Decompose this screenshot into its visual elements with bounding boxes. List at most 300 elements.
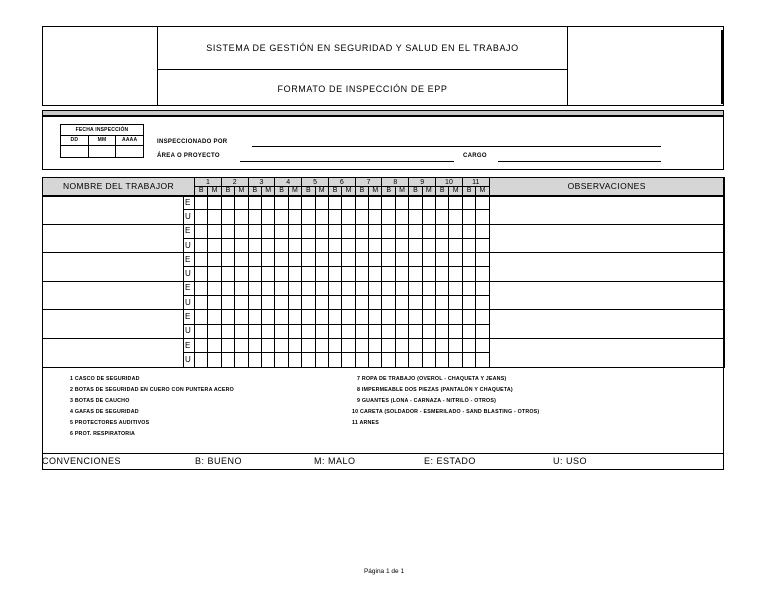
observations-header: OBSERVACIONES (489, 178, 724, 196)
check-cell[interactable] (476, 210, 489, 224)
check-cell[interactable] (476, 338, 489, 352)
check-cell[interactable] (462, 238, 475, 252)
check-cell[interactable] (288, 210, 301, 224)
check-cell[interactable] (288, 238, 301, 252)
check-cell[interactable] (248, 324, 261, 338)
check-cell[interactable] (315, 210, 328, 224)
check-cell[interactable] (195, 196, 208, 210)
check-cell[interactable] (288, 353, 301, 367)
check-cell[interactable] (221, 281, 234, 295)
check-cell[interactable] (449, 296, 462, 310)
check-cell[interactable] (275, 238, 288, 252)
check-cell[interactable] (382, 324, 395, 338)
check-cell[interactable] (195, 281, 208, 295)
check-cell[interactable] (328, 338, 341, 352)
check-cell[interactable] (382, 281, 395, 295)
check-cell[interactable] (261, 310, 274, 324)
check-cell[interactable] (261, 253, 274, 267)
check-cell[interactable] (476, 196, 489, 210)
check-cell[interactable] (235, 210, 248, 224)
check-cell[interactable] (355, 196, 368, 210)
check-cell[interactable] (221, 310, 234, 324)
check-cell[interactable] (275, 210, 288, 224)
check-cell[interactable] (449, 338, 462, 352)
check-cell[interactable] (462, 296, 475, 310)
check-cell[interactable] (221, 353, 234, 367)
check-cell[interactable] (235, 296, 248, 310)
worker-name-cell[interactable] (43, 338, 184, 367)
malo-col-header: M (208, 187, 221, 196)
check-cell[interactable] (248, 210, 261, 224)
check-cell[interactable] (342, 338, 355, 352)
check-cell[interactable] (462, 338, 475, 352)
check-cell[interactable] (476, 281, 489, 295)
check-cell[interactable] (395, 324, 408, 338)
header-divider-middle (157, 69, 567, 70)
check-cell[interactable] (195, 210, 208, 224)
check-cell[interactable] (422, 353, 435, 367)
check-cell[interactable] (302, 324, 315, 338)
check-cell[interactable] (422, 310, 435, 324)
check-cell[interactable] (476, 267, 489, 281)
check-cell[interactable] (261, 281, 274, 295)
check-cell[interactable] (221, 267, 234, 281)
check-cell[interactable] (315, 310, 328, 324)
check-cell[interactable] (355, 310, 368, 324)
check-cell[interactable] (208, 281, 221, 295)
item-2: 2 BOTAS DE SEGURIDAD EN CUERO CON PUNTERA ACERO (70, 387, 235, 393)
check-cell[interactable] (476, 224, 489, 238)
check-cell[interactable] (302, 224, 315, 238)
check-cell[interactable] (476, 353, 489, 367)
check-cell[interactable] (369, 353, 382, 367)
check-cell[interactable] (261, 210, 274, 224)
check-cell[interactable] (342, 324, 355, 338)
check-cell[interactable] (382, 353, 395, 367)
check-cell[interactable] (248, 310, 261, 324)
check-cell[interactable] (288, 296, 301, 310)
item-number-8: 8 (382, 178, 409, 187)
check-cell[interactable] (275, 281, 288, 295)
check-cell[interactable] (382, 238, 395, 252)
check-cell[interactable] (382, 338, 395, 352)
check-cell[interactable] (369, 338, 382, 352)
check-cell[interactable] (422, 224, 435, 238)
check-cell[interactable] (355, 296, 368, 310)
check-cell[interactable] (422, 267, 435, 281)
observations-cell[interactable] (489, 224, 724, 253)
check-cell[interactable] (261, 196, 274, 210)
check-cell[interactable] (436, 210, 449, 224)
check-cell[interactable] (395, 267, 408, 281)
observations-cell[interactable] (489, 310, 724, 339)
check-cell[interactable] (462, 253, 475, 267)
check-cell[interactable] (462, 324, 475, 338)
check-cell[interactable] (476, 253, 489, 267)
check-cell[interactable] (288, 281, 301, 295)
check-cell[interactable] (261, 238, 274, 252)
check-cell[interactable] (355, 353, 368, 367)
bueno-col-header: B (275, 187, 288, 196)
check-cell[interactable] (436, 338, 449, 352)
check-cell[interactable] (436, 353, 449, 367)
check-cell[interactable] (315, 238, 328, 252)
check-cell[interactable] (409, 324, 422, 338)
check-cell[interactable] (328, 267, 341, 281)
check-cell[interactable] (436, 224, 449, 238)
check-cell[interactable] (328, 310, 341, 324)
check-cell[interactable] (449, 253, 462, 267)
check-cell[interactable] (195, 296, 208, 310)
check-cell[interactable] (248, 281, 261, 295)
check-cell[interactable] (462, 224, 475, 238)
check-cell[interactable] (275, 196, 288, 210)
check-cell[interactable] (235, 238, 248, 252)
check-cell[interactable] (328, 296, 341, 310)
check-cell[interactable] (369, 224, 382, 238)
check-cell[interactable] (208, 310, 221, 324)
check-cell[interactable] (462, 281, 475, 295)
check-cell[interactable] (315, 196, 328, 210)
fecha-label: FECHA INSPECCIÓN (61, 125, 144, 136)
check-cell[interactable] (409, 267, 422, 281)
check-cell[interactable] (315, 253, 328, 267)
check-cell[interactable] (355, 253, 368, 267)
check-cell[interactable] (195, 338, 208, 352)
aaaa-field[interactable] (116, 146, 144, 158)
check-cell[interactable] (436, 253, 449, 267)
check-cell[interactable] (462, 210, 475, 224)
check-cell[interactable] (195, 253, 208, 267)
check-cell[interactable] (235, 267, 248, 281)
check-cell[interactable] (315, 281, 328, 295)
check-cell[interactable] (355, 338, 368, 352)
check-cell[interactable] (449, 196, 462, 210)
check-cell[interactable] (195, 267, 208, 281)
check-cell[interactable] (235, 196, 248, 210)
worker-name-cell[interactable] (43, 196, 184, 225)
check-cell[interactable] (221, 196, 234, 210)
observations-cell[interactable] (489, 196, 724, 225)
check-cell[interactable] (395, 224, 408, 238)
check-cell[interactable] (208, 210, 221, 224)
check-cell[interactable] (261, 324, 274, 338)
check-cell[interactable] (382, 224, 395, 238)
observations-cell[interactable] (489, 281, 724, 310)
check-cell[interactable] (449, 224, 462, 238)
check-cell[interactable] (235, 224, 248, 238)
check-cell[interactable] (221, 210, 234, 224)
check-cell[interactable] (449, 310, 462, 324)
check-cell[interactable] (261, 224, 274, 238)
check-cell[interactable] (449, 353, 462, 367)
check-cell[interactable] (275, 324, 288, 338)
check-cell[interactable] (355, 324, 368, 338)
check-cell[interactable] (275, 296, 288, 310)
check-cell[interactable] (395, 310, 408, 324)
check-cell[interactable] (369, 324, 382, 338)
check-cell[interactable] (409, 253, 422, 267)
check-cell[interactable] (409, 238, 422, 252)
check-cell[interactable] (315, 338, 328, 352)
mm-field[interactable] (88, 146, 116, 158)
item-8: 8 IMPERMEABLE DOS PIEZAS (PANTALÓN Y CHAQUETA) (357, 387, 513, 393)
check-cell[interactable] (288, 310, 301, 324)
check-cell[interactable] (195, 224, 208, 238)
check-cell[interactable] (369, 210, 382, 224)
check-cell[interactable] (395, 353, 408, 367)
check-cell[interactable] (449, 210, 462, 224)
check-cell[interactable] (476, 238, 489, 252)
check-cell[interactable] (436, 281, 449, 295)
check-cell[interactable] (328, 353, 341, 367)
check-cell[interactable] (409, 310, 422, 324)
check-cell[interactable] (315, 267, 328, 281)
check-cell[interactable] (221, 296, 234, 310)
check-cell[interactable] (355, 210, 368, 224)
check-cell[interactable] (449, 267, 462, 281)
check-cell[interactable] (195, 353, 208, 367)
check-cell[interactable] (328, 238, 341, 252)
malo-col-header: M (315, 187, 328, 196)
check-cell[interactable] (369, 238, 382, 252)
check-cell[interactable] (302, 253, 315, 267)
check-cell[interactable] (449, 238, 462, 252)
check-cell[interactable] (395, 281, 408, 295)
check-cell[interactable] (328, 224, 341, 238)
check-cell[interactable] (275, 267, 288, 281)
check-cell[interactable] (221, 338, 234, 352)
check-cell[interactable] (342, 224, 355, 238)
check-cell[interactable] (208, 253, 221, 267)
worker-name-cell[interactable] (43, 253, 184, 282)
check-cell[interactable] (302, 210, 315, 224)
check-cell[interactable] (436, 267, 449, 281)
cargo-field[interactable] (498, 161, 661, 162)
logo-area (43, 27, 156, 105)
check-cell[interactable] (449, 324, 462, 338)
check-cell[interactable] (195, 238, 208, 252)
check-cell[interactable] (462, 310, 475, 324)
check-cell[interactable] (261, 267, 274, 281)
check-cell[interactable] (261, 353, 274, 367)
uso-label: U (184, 267, 195, 281)
check-cell[interactable] (195, 310, 208, 324)
check-cell[interactable] (221, 253, 234, 267)
check-cell[interactable] (409, 296, 422, 310)
check-cell[interactable] (422, 296, 435, 310)
check-cell[interactable] (235, 324, 248, 338)
check-cell[interactable] (369, 196, 382, 210)
check-cell[interactable] (302, 353, 315, 367)
check-cell[interactable] (395, 296, 408, 310)
check-cell[interactable] (208, 324, 221, 338)
check-cell[interactable] (328, 281, 341, 295)
check-cell[interactable] (315, 353, 328, 367)
check-cell[interactable] (355, 267, 368, 281)
check-cell[interactable] (342, 210, 355, 224)
check-cell[interactable] (436, 196, 449, 210)
check-cell[interactable] (409, 338, 422, 352)
dd-field[interactable] (61, 146, 89, 158)
observations-cell[interactable] (489, 338, 724, 367)
check-cell[interactable] (382, 310, 395, 324)
check-cell[interactable] (395, 210, 408, 224)
check-cell[interactable] (275, 338, 288, 352)
check-cell[interactable] (462, 267, 475, 281)
check-cell[interactable] (275, 353, 288, 367)
check-cell[interactable] (342, 310, 355, 324)
worker-name-cell[interactable] (43, 281, 184, 310)
check-cell[interactable] (315, 224, 328, 238)
check-cell[interactable] (422, 281, 435, 295)
check-cell[interactable] (208, 224, 221, 238)
check-cell[interactable] (302, 281, 315, 295)
check-cell[interactable] (302, 296, 315, 310)
check-cell[interactable] (395, 338, 408, 352)
check-cell[interactable] (288, 253, 301, 267)
worker-name-cell[interactable] (43, 224, 184, 253)
check-cell[interactable] (436, 310, 449, 324)
check-cell[interactable] (208, 353, 221, 367)
check-cell[interactable] (248, 224, 261, 238)
check-cell[interactable] (342, 238, 355, 252)
check-cell[interactable] (382, 267, 395, 281)
check-cell[interactable] (369, 281, 382, 295)
check-cell[interactable] (409, 353, 422, 367)
check-cell[interactable] (422, 238, 435, 252)
check-cell[interactable] (422, 196, 435, 210)
check-cell[interactable] (422, 210, 435, 224)
check-cell[interactable] (275, 253, 288, 267)
check-cell[interactable] (328, 253, 341, 267)
check-cell[interactable] (342, 267, 355, 281)
check-cell[interactable] (342, 353, 355, 367)
check-cell[interactable] (288, 224, 301, 238)
check-cell[interactable] (476, 324, 489, 338)
check-cell[interactable] (355, 281, 368, 295)
check-cell[interactable] (208, 196, 221, 210)
check-cell[interactable] (208, 338, 221, 352)
estado-label: E (184, 196, 195, 210)
check-cell[interactable] (208, 296, 221, 310)
check-cell[interactable] (208, 267, 221, 281)
date-table (60, 124, 144, 158)
check-cell[interactable] (235, 310, 248, 324)
check-cell[interactable] (288, 267, 301, 281)
check-cell[interactable] (235, 281, 248, 295)
check-cell[interactable] (476, 296, 489, 310)
check-cell[interactable] (261, 296, 274, 310)
check-cell[interactable] (409, 281, 422, 295)
check-cell[interactable] (302, 267, 315, 281)
check-cell[interactable] (342, 253, 355, 267)
check-cell[interactable] (235, 353, 248, 367)
area-field[interactable] (240, 161, 454, 162)
check-cell[interactable] (342, 281, 355, 295)
check-cell[interactable] (355, 238, 368, 252)
system-title: SISTEMA DE GESTIÓN EN SEGURIDAD Y SALUD EN EL TRABAJO (206, 43, 519, 53)
check-cell[interactable] (315, 324, 328, 338)
check-cell[interactable] (302, 196, 315, 210)
check-cell[interactable] (382, 253, 395, 267)
check-cell[interactable] (395, 238, 408, 252)
check-cell[interactable] (409, 224, 422, 238)
check-cell[interactable] (261, 338, 274, 352)
check-cell[interactable] (302, 238, 315, 252)
check-cell[interactable] (302, 310, 315, 324)
check-cell[interactable] (436, 238, 449, 252)
check-cell[interactable] (382, 210, 395, 224)
malo-col-header: M (342, 187, 355, 196)
check-cell[interactable] (328, 210, 341, 224)
check-cell[interactable] (409, 210, 422, 224)
check-cell[interactable] (248, 267, 261, 281)
check-cell[interactable] (462, 196, 475, 210)
check-cell[interactable] (422, 253, 435, 267)
check-cell[interactable] (221, 324, 234, 338)
check-cell[interactable] (248, 296, 261, 310)
worker-name-cell[interactable] (43, 310, 184, 339)
inspector-field[interactable] (252, 146, 661, 147)
check-cell[interactable] (436, 296, 449, 310)
check-cell[interactable] (382, 296, 395, 310)
item-6: 6 PROT. RESPIRATORIA (70, 431, 136, 437)
check-cell[interactable] (248, 353, 261, 367)
check-cell[interactable] (342, 296, 355, 310)
check-cell[interactable] (195, 324, 208, 338)
check-cell[interactable] (395, 196, 408, 210)
check-cell[interactable] (369, 253, 382, 267)
check-cell[interactable] (288, 196, 301, 210)
check-cell[interactable] (248, 238, 261, 252)
check-cell[interactable] (302, 338, 315, 352)
check-cell[interactable] (275, 310, 288, 324)
check-cell[interactable] (235, 338, 248, 352)
uso-label: U (184, 353, 195, 367)
check-cell[interactable] (315, 296, 328, 310)
check-cell[interactable] (369, 267, 382, 281)
check-cell[interactable] (369, 296, 382, 310)
check-cell[interactable] (422, 324, 435, 338)
bueno-col-header: B (302, 187, 315, 196)
check-cell[interactable] (288, 338, 301, 352)
check-cell[interactable] (369, 310, 382, 324)
check-cell[interactable] (436, 324, 449, 338)
observations-cell[interactable] (489, 253, 724, 282)
check-cell[interactable] (355, 224, 368, 238)
check-cell[interactable] (462, 353, 475, 367)
check-cell[interactable] (275, 224, 288, 238)
check-cell[interactable] (342, 196, 355, 210)
check-cell[interactable] (235, 253, 248, 267)
check-cell[interactable] (248, 253, 261, 267)
check-cell[interactable] (328, 196, 341, 210)
check-cell[interactable] (476, 310, 489, 324)
check-cell[interactable] (221, 224, 234, 238)
check-cell[interactable] (221, 238, 234, 252)
check-cell[interactable] (288, 324, 301, 338)
check-cell[interactable] (382, 196, 395, 210)
check-cell[interactable] (449, 281, 462, 295)
check-cell[interactable] (422, 338, 435, 352)
check-cell[interactable] (248, 196, 261, 210)
check-cell[interactable] (409, 196, 422, 210)
check-cell[interactable] (208, 238, 221, 252)
check-cell[interactable] (328, 324, 341, 338)
check-cell[interactable] (248, 338, 261, 352)
check-cell[interactable] (395, 253, 408, 267)
